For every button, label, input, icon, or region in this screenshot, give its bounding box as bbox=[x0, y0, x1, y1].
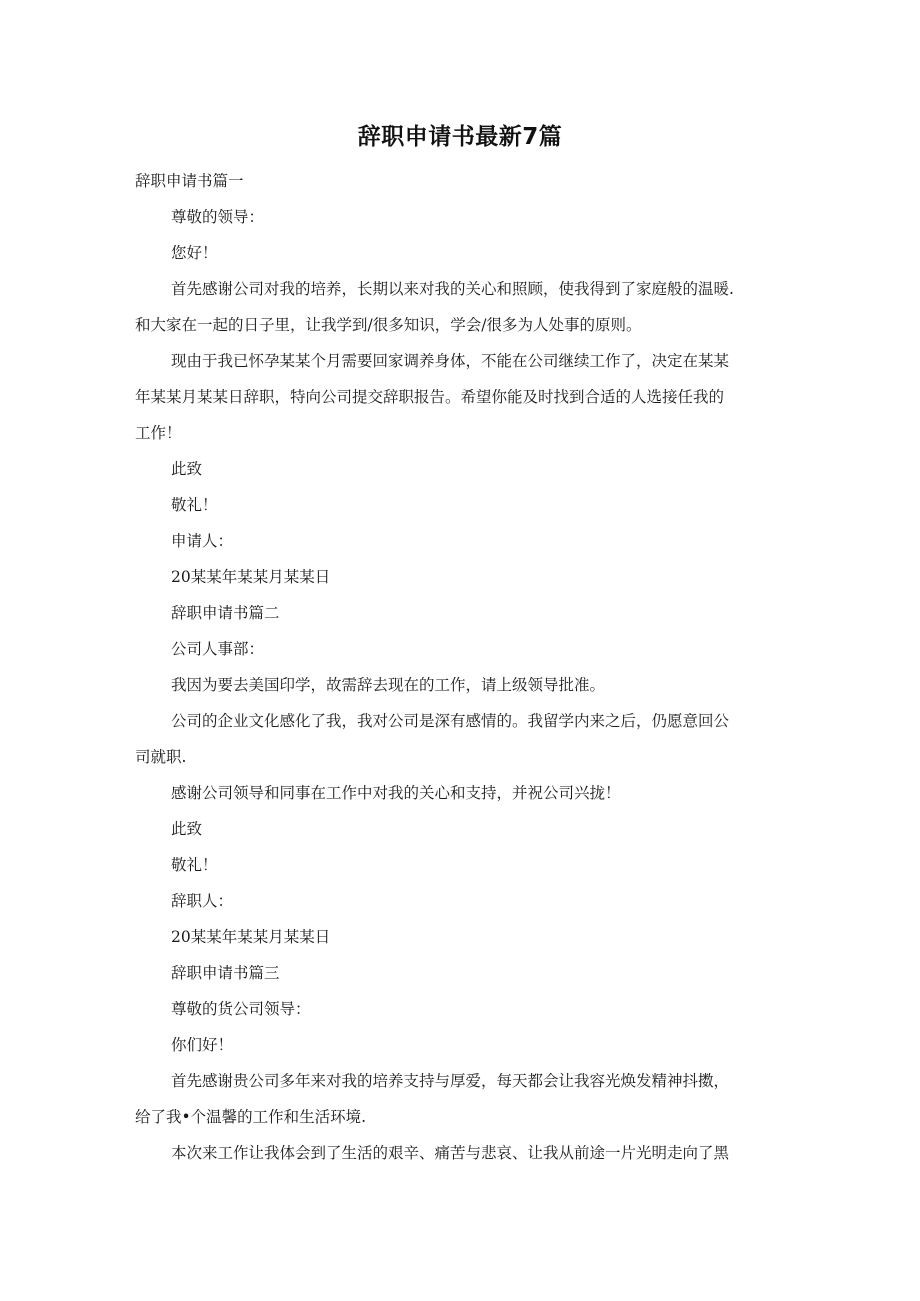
closing-line: 此致 bbox=[171, 820, 203, 838]
signature-label: 辞职人： bbox=[171, 892, 234, 910]
closing-line: 此致 bbox=[171, 460, 203, 478]
paragraph-line: 首先感谢公司对我的培养，长期以来对我的关心和照顾，使我得到了家庭般的温暖. bbox=[171, 280, 734, 298]
paragraph-line: 和大家在一起的日子里，让我学到/很多知识，学会/很多为人处事的原则。 bbox=[135, 316, 642, 334]
greeting: 你们好！ bbox=[171, 1036, 234, 1054]
paragraph-line: 首先感谢贵公司多年来对我的培养支持与厚爱，每天都会让我容光焕发精神抖擞， bbox=[171, 1072, 730, 1090]
paragraph-line: 公司的企业文化感化了我，我对公司是深有感情的。我留学内来之后，仍愿意回公 bbox=[171, 712, 730, 730]
closing-line: 敬礼！ bbox=[171, 856, 218, 874]
paragraph-line: 年某某月某某日辞职，特向公司提交辞职报告。希望你能及时找到合适的人选接任我的 bbox=[135, 388, 725, 406]
salutation: 尊敬的领导： bbox=[171, 208, 265, 226]
paragraph-line: 司就职. bbox=[135, 748, 187, 766]
paragraph-line: 本次来工作让我体会到了生活的艰辛、痛苦与悲哀、让我从前途一片光明走向了黑 bbox=[171, 1144, 730, 1162]
paragraph-line: 工作！ bbox=[135, 424, 182, 442]
salutation: 公司人事部： bbox=[171, 640, 265, 658]
paragraph-line: 我因为要去美国印学，故需辞去现在的工作，请上级领导批准。 bbox=[171, 676, 606, 694]
date-line: 20某某年某某月某某日 bbox=[171, 928, 331, 946]
salutation: 尊敬的货公司领导： bbox=[171, 1000, 311, 1018]
paragraph-line: 给了我•个温馨的工作和生活环境. bbox=[135, 1108, 367, 1126]
closing-line: 敬礼！ bbox=[171, 496, 218, 514]
signature-label: 申请人： bbox=[171, 532, 234, 550]
greeting: 您好！ bbox=[171, 244, 218, 262]
document-title: 辞职申请书最新7篇 bbox=[357, 124, 563, 150]
paragraph-line: 感谢公司领导和同事在工作中对我的关心和支持，并祝公司兴拢！ bbox=[171, 784, 621, 802]
paragraph-line: 现由于我已怀孕某某个月需要回家调养身体，不能在公司继续工作了，决定在某某 bbox=[171, 352, 730, 370]
section-heading-2: 辞职申请书篇二 bbox=[171, 604, 280, 622]
date-line: 20某某年某某月某某日 bbox=[171, 568, 331, 586]
section-heading-1: 辞职申请书篇一 bbox=[135, 172, 244, 190]
section-heading-3: 辞职申请书篇三 bbox=[171, 964, 280, 982]
